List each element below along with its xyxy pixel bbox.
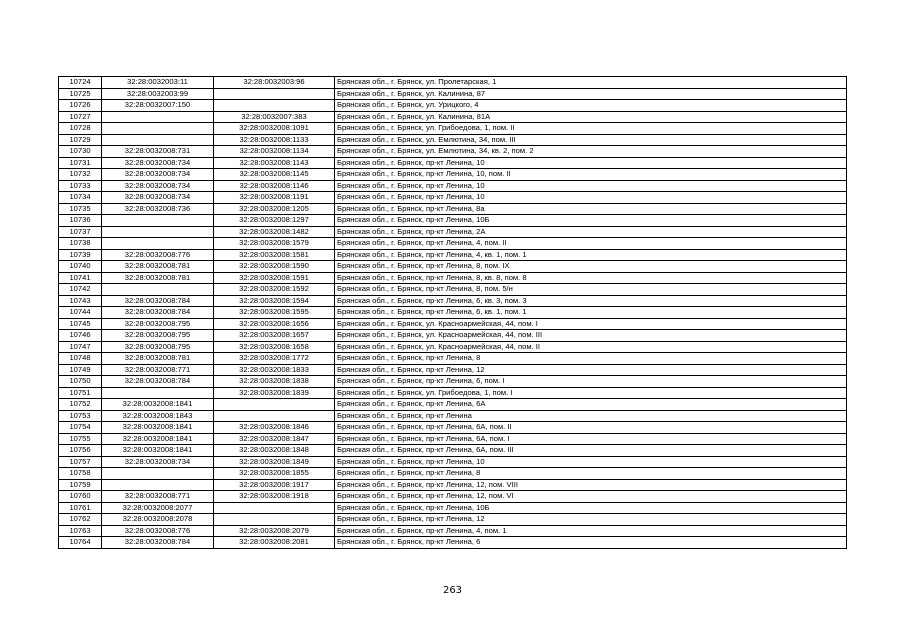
- row-number-cell: 10762: [59, 514, 102, 526]
- parcel-number-cell: 32:28:0032008:776: [102, 525, 214, 537]
- row-number-cell: 10730: [59, 146, 102, 158]
- table-row: [59, 376, 847, 388]
- parcel-number-cell: [102, 238, 214, 250]
- row-number-cell: 10728: [59, 123, 102, 135]
- parcel-number-cell: 32:28:0032008:734: [102, 456, 214, 468]
- parcel-number-cell: 32:28:0032003:99: [102, 88, 214, 100]
- address-cell: Брянская обл., г. Брянск, пр-кт Ленина, 6А, пом. II: [335, 422, 847, 434]
- table-row: [59, 295, 847, 307]
- parcel-number-cell: [102, 387, 214, 399]
- parcel-number-cell: 32:28:0032008:734: [102, 169, 214, 181]
- parcel-number-cell: 32:28:0032003:11: [102, 77, 214, 89]
- parcel-number-cell: 32:28:0032008:776: [102, 249, 214, 261]
- object-number-cell: 32:28:0032008:1838: [214, 376, 335, 388]
- parcel-number-cell: [102, 123, 214, 135]
- page-number: 263: [442, 585, 463, 596]
- object-number-cell: [214, 502, 335, 514]
- address-cell: Брянская обл., г. Брянск, пр-кт Ленина, 8, кв. 8, пом. 8: [335, 272, 847, 284]
- object-number-cell: 32:28:0032008:1134: [214, 146, 335, 158]
- row-number-cell: 10747: [59, 341, 102, 353]
- address-cell: Брянская обл., г. Брянск, пр-кт Ленина, 4, пом. II: [335, 238, 847, 250]
- parcel-number-cell: 32:28:0032008:1841: [102, 422, 214, 434]
- row-number-cell: 10740: [59, 261, 102, 273]
- table-row: [59, 261, 847, 273]
- table-row: [59, 100, 847, 112]
- table-row: [59, 387, 847, 399]
- address-cell: Брянская обл., г. Брянск, пр-кт Ленина, 12, пом. VI: [335, 491, 847, 503]
- object-number-cell: 32:28:0032008:1918: [214, 491, 335, 503]
- address-cell: Брянская обл., г. Брянск, пр-кт Ленина, 10: [335, 180, 847, 192]
- parcel-number-cell: 32:28:0032008:2078: [102, 514, 214, 526]
- parcel-number-cell: 32:28:0032008:1841: [102, 445, 214, 457]
- address-cell: Брянская обл., г. Брянск, пр-кт Ленина, 12, пом. VIII: [335, 479, 847, 491]
- address-cell: Брянская обл., г. Брянск, пр-кт Ленина, 10, пом. II: [335, 169, 847, 181]
- row-number-cell: 10733: [59, 180, 102, 192]
- address-cell: Брянская обл., г. Брянск, ул. Емлютина, 34, пом. III: [335, 134, 847, 146]
- address-cell: Брянская обл., г. Брянск, пр-кт Ленина: [335, 410, 847, 422]
- object-number-cell: 32:28:0032008:1590: [214, 261, 335, 273]
- parcel-number-cell: 32:28:0032007:150: [102, 100, 214, 112]
- table-row: [59, 307, 847, 319]
- address-cell: Брянская обл., г. Брянск, ул. Грибоедова, 1, пом. I: [335, 387, 847, 399]
- object-number-cell: 32:28:0032008:1917: [214, 479, 335, 491]
- address-cell: Брянская обл., г. Брянск, ул. Красноармейская, 44, пом. I: [335, 318, 847, 330]
- address-cell: Брянская обл., г. Брянск, пр-кт Ленина, 6А: [335, 399, 847, 411]
- parcel-number-cell: 32:28:0032008:1841: [102, 399, 214, 411]
- row-number-cell: 10738: [59, 238, 102, 250]
- object-number-cell: 32:28:0032008:1594: [214, 295, 335, 307]
- row-number-cell: 10727: [59, 111, 102, 123]
- table-row: [59, 272, 847, 284]
- address-cell: Брянская обл., г. Брянск, пр-кт Ленина, 10Б: [335, 215, 847, 227]
- address-cell: Брянская обл., г. Брянск, пр-кт Ленина, 6, пом. I: [335, 376, 847, 388]
- object-number-cell: 32:28:0032008:1848: [214, 445, 335, 457]
- parcel-number-cell: [102, 284, 214, 296]
- table-row: [59, 433, 847, 445]
- table-row: [59, 525, 847, 537]
- object-number-cell: 32:28:0032008:1855: [214, 468, 335, 480]
- row-number-cell: 10757: [59, 456, 102, 468]
- object-number-cell: 32:28:0032008:1847: [214, 433, 335, 445]
- table-body: [59, 77, 847, 549]
- table-row: [59, 330, 847, 342]
- table-row: [59, 341, 847, 353]
- row-number-cell: 10758: [59, 468, 102, 480]
- object-number-cell: 32:28:0032008:1839: [214, 387, 335, 399]
- table-row: [59, 479, 847, 491]
- row-number-cell: 10748: [59, 353, 102, 365]
- address-cell: Брянская обл., г. Брянск, ул. Красноармейская, 44, пом. III: [335, 330, 847, 342]
- address-cell: Брянская обл., г. Брянск, пр-кт Ленина, 8а: [335, 203, 847, 215]
- table-row: [59, 468, 847, 480]
- parcel-number-cell: [102, 215, 214, 227]
- table-row: [59, 364, 847, 376]
- table-row: [59, 77, 847, 89]
- parcel-number-cell: 32:28:0032008:781: [102, 353, 214, 365]
- row-number-cell: 10745: [59, 318, 102, 330]
- object-number-cell: [214, 410, 335, 422]
- address-cell: Брянская обл., г. Брянск, ул. Пролетарская, 1: [335, 77, 847, 89]
- object-number-cell: 32:28:0032008:1833: [214, 364, 335, 376]
- address-cell: Брянская обл., г. Брянск, пр-кт Ленина, 6, кв. 3, пом. 3: [335, 295, 847, 307]
- object-number-cell: 32:28:0032008:1581: [214, 249, 335, 261]
- parcel-number-cell: [102, 134, 214, 146]
- row-number-cell: 10724: [59, 77, 102, 89]
- object-number-cell: 32:28:0032008:1133: [214, 134, 335, 146]
- parcel-number-cell: 32:28:0032008:781: [102, 261, 214, 273]
- row-number-cell: 10754: [59, 422, 102, 434]
- object-number-cell: 32:28:0032008:1091: [214, 123, 335, 135]
- address-cell: Брянская обл., г. Брянск, пр-кт Ленина, 10: [335, 157, 847, 169]
- cadastral-table: [58, 76, 847, 549]
- parcel-number-cell: 32:28:0032008:784: [102, 295, 214, 307]
- row-number-cell: 10751: [59, 387, 102, 399]
- parcel-number-cell: 32:28:0032008:771: [102, 491, 214, 503]
- table-row: [59, 238, 847, 250]
- address-cell: Брянская обл., г. Брянск, ул. Калинина, 81А: [335, 111, 847, 123]
- parcel-number-cell: 32:28:0032008:734: [102, 180, 214, 192]
- table-row: [59, 146, 847, 158]
- parcel-number-cell: [102, 111, 214, 123]
- table-row: [59, 134, 847, 146]
- object-number-cell: 32:28:0032008:1591: [214, 272, 335, 284]
- address-cell: Брянская обл., г. Брянск, ул. Грибоедова, 1, пом. II: [335, 123, 847, 135]
- row-number-cell: 10760: [59, 491, 102, 503]
- address-cell: Брянская обл., г. Брянск, пр-кт Ленина, 4, кв. 1, пом. 1: [335, 249, 847, 261]
- address-cell: Брянская обл., г. Брянск, пр-кт Ленина, 10: [335, 192, 847, 204]
- row-number-cell: 10741: [59, 272, 102, 284]
- table-row: [59, 399, 847, 411]
- object-number-cell: 32:28:0032008:1595: [214, 307, 335, 319]
- parcel-number-cell: 32:28:0032008:734: [102, 192, 214, 204]
- parcel-number-cell: 32:28:0032008:781: [102, 272, 214, 284]
- address-cell: Брянская обл., г. Брянск, пр-кт Ленина, 8, пом. IX: [335, 261, 847, 273]
- object-number-cell: 32:28:0032008:1846: [214, 422, 335, 434]
- table-row: [59, 514, 847, 526]
- table-row: [59, 537, 847, 549]
- row-number-cell: 10753: [59, 410, 102, 422]
- object-number-cell: 32:28:0032008:1143: [214, 157, 335, 169]
- parcel-number-cell: 32:28:0032008:784: [102, 537, 214, 549]
- row-number-cell: 10744: [59, 307, 102, 319]
- row-number-cell: 10752: [59, 399, 102, 411]
- address-cell: Брянская обл., г. Брянск, ул. Урицкого, 4: [335, 100, 847, 112]
- address-cell: Брянская обл., г. Брянск, пр-кт Ленина, 6А, пом. III: [335, 445, 847, 457]
- row-number-cell: 10761: [59, 502, 102, 514]
- row-number-cell: 10735: [59, 203, 102, 215]
- object-number-cell: 32:28:0032008:1658: [214, 341, 335, 353]
- table-row: [59, 456, 847, 468]
- parcel-number-cell: 32:28:0032008:795: [102, 318, 214, 330]
- object-number-cell: 32:28:0032008:1205: [214, 203, 335, 215]
- row-number-cell: 10739: [59, 249, 102, 261]
- row-number-cell: 10742: [59, 284, 102, 296]
- address-cell: Брянская обл., г. Брянск, пр-кт Ленина, 6А, пом. I: [335, 433, 847, 445]
- object-number-cell: 32:28:0032008:2079: [214, 525, 335, 537]
- address-cell: Брянская обл., г. Брянск, пр-кт Ленина, 2А: [335, 226, 847, 238]
- table-row: [59, 226, 847, 238]
- row-number-cell: 10731: [59, 157, 102, 169]
- row-number-cell: 10764: [59, 537, 102, 549]
- object-number-cell: [214, 100, 335, 112]
- table-row: [59, 111, 847, 123]
- address-cell: Брянская обл., г. Брянск, пр-кт Ленина, 12: [335, 364, 847, 376]
- table-row: [59, 157, 847, 169]
- table-row: [59, 422, 847, 434]
- address-cell: Брянская обл., г. Брянск, пр-кт Ленина, 10: [335, 456, 847, 468]
- object-number-cell: [214, 514, 335, 526]
- row-number-cell: 10759: [59, 479, 102, 491]
- parcel-number-cell: 32:28:0032008:784: [102, 376, 214, 388]
- address-cell: Брянская обл., г. Брянск, ул. Красноармейская, 44, пом. II: [335, 341, 847, 353]
- row-number-cell: 10732: [59, 169, 102, 181]
- row-number-cell: 10746: [59, 330, 102, 342]
- table-row: [59, 249, 847, 261]
- object-number-cell: 32:28:0032008:1579: [214, 238, 335, 250]
- parcel-number-cell: 32:28:0032008:731: [102, 146, 214, 158]
- parcel-number-cell: 32:28:0032008:2077: [102, 502, 214, 514]
- table-row: [59, 123, 847, 135]
- table-row: [59, 353, 847, 365]
- parcel-number-cell: 32:28:0032008:784: [102, 307, 214, 319]
- parcel-number-cell: 32:28:0032008:734: [102, 157, 214, 169]
- row-number-cell: 10726: [59, 100, 102, 112]
- object-number-cell: 32:28:0032008:1849: [214, 456, 335, 468]
- row-number-cell: 10736: [59, 215, 102, 227]
- object-number-cell: 32:28:0032008:1191: [214, 192, 335, 204]
- table-row: [59, 169, 847, 181]
- object-number-cell: [214, 88, 335, 100]
- row-number-cell: 10729: [59, 134, 102, 146]
- parcel-number-cell: 32:28:0032008:736: [102, 203, 214, 215]
- row-number-cell: 10725: [59, 88, 102, 100]
- parcel-number-cell: 32:28:0032008:1843: [102, 410, 214, 422]
- table-row: [59, 410, 847, 422]
- row-number-cell: 10750: [59, 376, 102, 388]
- parcel-number-cell: 32:28:0032008:771: [102, 364, 214, 376]
- parcel-number-cell: [102, 226, 214, 238]
- table-row: [59, 284, 847, 296]
- row-number-cell: 10763: [59, 525, 102, 537]
- table-row: [59, 192, 847, 204]
- address-cell: Брянская обл., г. Брянск, пр-кт Ленина, 10Б: [335, 502, 847, 514]
- object-number-cell: 32:28:0032008:1297: [214, 215, 335, 227]
- table-row: [59, 180, 847, 192]
- row-number-cell: 10749: [59, 364, 102, 376]
- object-number-cell: 32:28:0032008:1657: [214, 330, 335, 342]
- table-row: [59, 491, 847, 503]
- address-cell: Брянская обл., г. Брянск, пр-кт Ленина, 8: [335, 353, 847, 365]
- parcel-number-cell: 32:28:0032008:795: [102, 341, 214, 353]
- row-number-cell: 10737: [59, 226, 102, 238]
- object-number-cell: 32:28:0032008:1482: [214, 226, 335, 238]
- parcel-number-cell: 32:28:0032008:795: [102, 330, 214, 342]
- address-cell: Брянская обл., г. Брянск, ул. Калинина, 87: [335, 88, 847, 100]
- parcel-number-cell: [102, 479, 214, 491]
- table-row: [59, 445, 847, 457]
- object-number-cell: 32:28:0032003:96: [214, 77, 335, 89]
- object-number-cell: 32:28:0032008:1145: [214, 169, 335, 181]
- table-row: [59, 215, 847, 227]
- address-cell: Брянская обл., г. Брянск, пр-кт Ленина, 4, пом. 1: [335, 525, 847, 537]
- object-number-cell: 32:28:0032007:383: [214, 111, 335, 123]
- row-number-cell: 10755: [59, 433, 102, 445]
- object-number-cell: 32:28:0032008:1656: [214, 318, 335, 330]
- parcel-number-cell: [102, 468, 214, 480]
- address-cell: Брянская обл., г. Брянск, пр-кт Ленина, 6, кв. 1, пом. 1: [335, 307, 847, 319]
- address-cell: Брянская обл., г. Брянск, пр-кт Ленина, 8, пом. 5/н: [335, 284, 847, 296]
- object-number-cell: 32:28:0032008:1772: [214, 353, 335, 365]
- address-cell: Брянская обл., г. Брянск, ул. Емлютина, 34, кв. 2, пом. 2: [335, 146, 847, 158]
- row-number-cell: 10756: [59, 445, 102, 457]
- row-number-cell: 10743: [59, 295, 102, 307]
- row-number-cell: 10734: [59, 192, 102, 204]
- table-row: [59, 318, 847, 330]
- table-row: [59, 203, 847, 215]
- table-row: [59, 502, 847, 514]
- table-row: [59, 88, 847, 100]
- object-number-cell: 32:28:0032008:1592: [214, 284, 335, 296]
- object-number-cell: [214, 399, 335, 411]
- address-cell: Брянская обл., г. Брянск, пр-кт Ленина, 12: [335, 514, 847, 526]
- address-cell: Брянская обл., г. Брянск, пр-кт Ленина, 8: [335, 468, 847, 480]
- parcel-number-cell: 32:28:0032008:1841: [102, 433, 214, 445]
- address-cell: Брянская обл., г. Брянск, пр-кт Ленина, 6: [335, 537, 847, 549]
- object-number-cell: 32:28:0032008:2081: [214, 537, 335, 549]
- object-number-cell: 32:28:0032008:1146: [214, 180, 335, 192]
